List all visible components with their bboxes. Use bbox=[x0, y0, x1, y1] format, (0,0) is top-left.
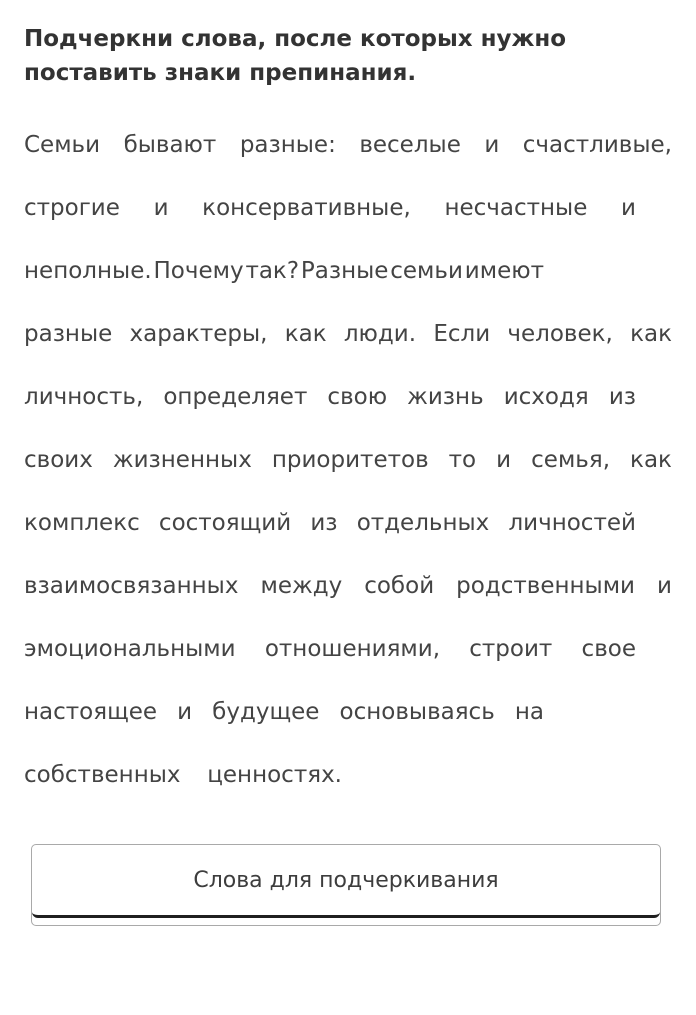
passage-word[interactable]: из bbox=[310, 510, 338, 536]
passage-word[interactable]: несчастные bbox=[444, 195, 588, 221]
passage-word[interactable]: из bbox=[608, 384, 636, 410]
passage-word[interactable]: эмоциональными bbox=[24, 636, 236, 662]
passage-word[interactable]: своих bbox=[24, 447, 93, 473]
passage-word[interactable]: и bbox=[153, 195, 169, 221]
passage-line bbox=[24, 492, 636, 555]
passage-word[interactable]: Почему bbox=[153, 258, 244, 284]
passage-line bbox=[24, 555, 672, 618]
passage-word[interactable]: определяет bbox=[163, 384, 308, 410]
passage-word[interactable]: жизнь bbox=[407, 384, 484, 410]
passage-word[interactable]: семьи bbox=[390, 258, 463, 284]
passage-word[interactable]: ценностях. bbox=[207, 762, 342, 788]
passage-word[interactable]: так? bbox=[245, 258, 300, 284]
passage-line bbox=[24, 303, 672, 366]
passage-word[interactable]: состоящий bbox=[158, 510, 292, 536]
task-title: Подчеркни слова, после которых нужно поставить знаки препинания. bbox=[24, 26, 567, 86]
passage-word[interactable]: родственными bbox=[456, 573, 635, 599]
passage-word[interactable]: исходя bbox=[503, 384, 589, 410]
passage-word[interactable]: строит bbox=[469, 636, 553, 662]
passage-word[interactable]: настоящее bbox=[24, 699, 158, 725]
passage-line bbox=[24, 618, 636, 681]
passage-word[interactable]: и bbox=[657, 573, 672, 599]
passage-word[interactable]: и bbox=[621, 195, 636, 221]
passage-word[interactable]: строгие bbox=[24, 195, 120, 221]
passage-word[interactable]: будущее bbox=[212, 699, 320, 725]
exercise-passage bbox=[24, 114, 672, 807]
passage-word[interactable]: на bbox=[514, 699, 544, 725]
passage-word[interactable]: личностей bbox=[508, 510, 636, 536]
passage-word[interactable]: неполные. bbox=[24, 258, 152, 284]
passage-word[interactable]: бывают bbox=[123, 132, 217, 158]
passage-word[interactable]: характеры, bbox=[129, 321, 268, 347]
passage-word[interactable]: взаимосвязанных bbox=[24, 573, 239, 599]
passage-line bbox=[24, 177, 636, 240]
passage-line bbox=[24, 114, 672, 177]
passage-word[interactable]: веселые bbox=[359, 132, 461, 158]
passage-word[interactable]: разные: bbox=[239, 132, 336, 158]
passage-word[interactable]: между bbox=[260, 573, 343, 599]
passage-word[interactable]: человек, bbox=[507, 321, 613, 347]
passage-word[interactable]: жизненных bbox=[112, 447, 252, 473]
passage-line bbox=[24, 429, 672, 492]
passage-word[interactable]: люди. bbox=[343, 321, 417, 347]
passage-word[interactable]: и bbox=[484, 132, 500, 158]
passage-word[interactable]: отдельных bbox=[356, 510, 490, 536]
passage-word[interactable]: собой bbox=[364, 573, 435, 599]
passage-word[interactable]: разные bbox=[24, 321, 113, 347]
passage-word[interactable]: отношениями, bbox=[264, 636, 441, 662]
passage-line bbox=[24, 366, 636, 429]
passage-word[interactable]: комплекс bbox=[24, 510, 140, 536]
passage-word[interactable]: и bbox=[177, 699, 193, 725]
passage-word[interactable]: личность, bbox=[24, 384, 144, 410]
passage-word[interactable]: консервативные, bbox=[202, 195, 411, 221]
passage-word[interactable]: Разные bbox=[300, 258, 389, 284]
passage-word[interactable]: как bbox=[284, 321, 327, 347]
passage-word[interactable]: Семьи bbox=[24, 132, 101, 158]
passage-word[interactable]: имеют bbox=[464, 258, 544, 284]
passage-line bbox=[24, 240, 544, 303]
passage-word[interactable]: и bbox=[496, 447, 512, 473]
passage-line bbox=[24, 744, 342, 807]
passage-word[interactable]: Если bbox=[433, 321, 491, 347]
passage-word[interactable]: свое bbox=[581, 636, 636, 662]
passage-word[interactable]: основываясь bbox=[339, 699, 495, 725]
passage-word[interactable]: то bbox=[448, 447, 477, 473]
passage-word[interactable]: приоритетов bbox=[271, 447, 429, 473]
words-button-label: Слова для подчеркивания bbox=[193, 867, 499, 893]
words-button-face[interactable] bbox=[32, 845, 660, 918]
passage-line bbox=[24, 681, 544, 744]
words-for-underlining-button[interactable] bbox=[31, 844, 661, 926]
passage-word[interactable]: свою bbox=[327, 384, 388, 410]
passage-word[interactable]: как bbox=[630, 321, 672, 347]
passage-word[interactable]: семья, bbox=[531, 447, 611, 473]
passage-word[interactable]: счастливые, bbox=[522, 132, 672, 158]
passage-word[interactable]: как bbox=[630, 447, 672, 473]
passage-word[interactable]: собственных bbox=[24, 762, 181, 788]
